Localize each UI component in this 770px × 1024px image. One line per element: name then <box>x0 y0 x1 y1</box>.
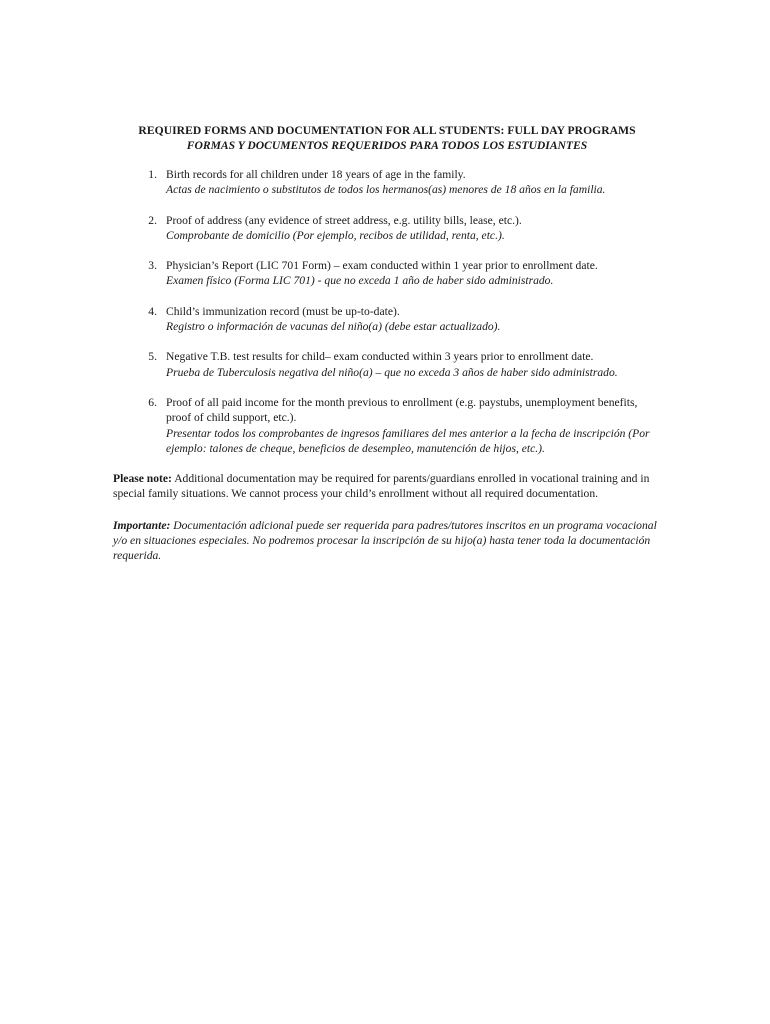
document-title-english: REQUIRED FORMS AND DOCUMENTATION FOR ALL STUDENTS: FULL DAY PROGRAMS <box>138 124 636 137</box>
item-number: 6. <box>148 395 157 409</box>
list-item <box>113 167 661 198</box>
note-english <box>113 471 661 502</box>
item-text-spanish: Comprobante de domicilio (Por ejemplo, recibos de utilidad, renta, etc.). <box>166 228 505 242</box>
item-number: 5. <box>148 350 157 364</box>
list-item <box>113 258 661 289</box>
item-number: 4. <box>148 304 157 318</box>
note-spanish-label: Importante: <box>113 518 171 532</box>
item-text-spanish: Presentar todos los comprobantes de ingresos familiares del mes anterior a la fecha de inscripción (Por ejemplo: talones de cheque, beneficios de desempleo, manutención de hijos, etc.). <box>166 426 650 455</box>
list-item <box>113 213 661 244</box>
note-spanish <box>113 518 661 564</box>
note-english-text: Additional documentation may be required for parents/guardians enrolled in vocational training and in special family situations. We cannot process your child’s enrollment without all required documentation. <box>113 472 650 501</box>
list-item <box>113 304 661 335</box>
list-item <box>113 395 661 456</box>
list-item <box>113 349 661 380</box>
requirements-list <box>113 167 661 456</box>
item-text-english: Physician’s Report (LIC 701 Form) – exam conducted within 1 year prior to enrollment date. <box>166 259 598 273</box>
item-text-spanish: Prueba de Tuberculosis negativa del niño(a) – que no exceda 3 años de haber sido administrado. <box>166 365 618 379</box>
note-english-label: Please note: <box>113 472 172 486</box>
item-text-spanish: Examen físico (Forma LIC 701) - que no exceda 1 año de haber sido administrado. <box>166 274 554 288</box>
item-text-english: Proof of address (any evidence of street address, e.g. utility bills, lease, etc.). <box>166 213 522 227</box>
item-number: 1. <box>148 168 157 181</box>
item-text-spanish: Registro o información de vacunas del niño(a) (debe estar actualizado). <box>166 320 501 334</box>
item-text-english: Negative T.B. test results for child– exam conducted within 3 years prior to enrollment date. <box>166 350 594 364</box>
note-spanish-text: Documentación adicional puede ser requerida para padres/tutores inscritos en un programa vocacional y/o en situaciones especiales. No podremos procesar la inscripción de su hijo(a) hasta tener toda la documentación requerida. <box>113 518 657 563</box>
item-number: 2. <box>148 213 157 227</box>
item-text-english: Child’s immunization record (must be up-to-date). <box>166 304 400 318</box>
document-page <box>113 123 661 580</box>
item-text-spanish: Actas de nacimiento o substitutos de todos los hermanos(as) menores de 18 años en la familia. <box>166 183 606 197</box>
item-text-english: Birth records for all children under 18 years of age in the family. <box>166 168 466 181</box>
item-number: 3. <box>148 259 157 273</box>
document-title-spanish: FORMAS Y DOCUMENTOS REQUERIDOS PARA TODOS LOS ESTUDIANTES <box>186 139 588 152</box>
item-text-english: Proof of all paid income for the month previous to enrollment (e.g. paystubs, unemployment benefits, proof of child support, etc.). <box>166 395 638 425</box>
